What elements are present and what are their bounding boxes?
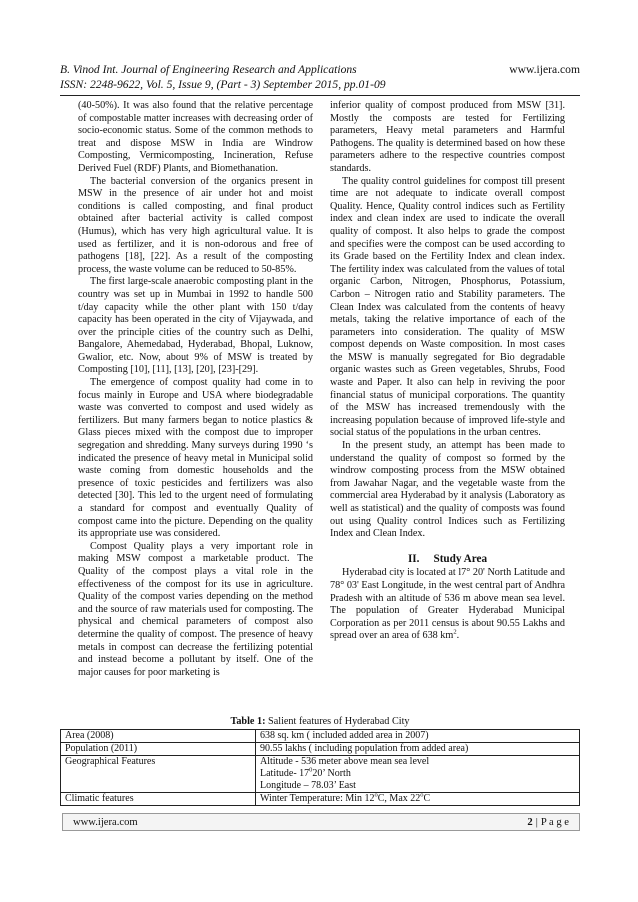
paragraph: (40-50%). It was also found that the relative percentage of compostable matter increases with decreasing order of socio-economic status. Some of the common methods to treat and dispose MSW in India are Windrow Composting, Vermicomposting, Incineration, Refuse Derived Fuel (RDF) Plants, and Biomethanation. [78, 100, 313, 174]
temp-text-mid: C, Max 22 [377, 793, 421, 804]
superscript: o [374, 791, 378, 799]
section-title: Study Area [433, 552, 488, 565]
table-row [61, 730, 580, 743]
paragraph: Compost Quality plays a very important role in making MSW compost a marketable product. The Quality of the compost plays a vital role in the effectiveness of the compost for its use in agriculture. Quality of the compost varies depending on the method and the source of raw materials used for composting. The physical and chemical parameters of compost also determine the quality of compost. The presence of heavy metals in compost can decrease the fertilizing potential and instead become a pollutant by itself. One of the major causes for poor marketing is [78, 540, 313, 678]
footer-website[interactable]: www.ijera.com [73, 816, 138, 828]
paragraph: The bacterial conversion of the organics present in MSW in the presence of air under hot and moist conditions is called composting, and final product obtained after bacterial activity is called compost (Humus), which has very high agricultural value. It is used as fertilizer, and it is non-odorous and free of pathogens [18], [22]. As a result of the composting process, the waste volume can be reduced to 50-85%. [78, 175, 313, 275]
paragraph: The quality control guidelines for compost till present time are not adequate to indicate overall compost Quality. Hence, Quality control indices such as Fertility index and clean index are used to indicate the overall quality of compost. It also helps to grade the compost and specifies were the compost can be used according to its Grade based on the Fertility Index and clean index. The fertility index was calculated from the values of total organic Carbon, Nitrogen, Phosphorus, Potassium, Carbon – Nitrogen ratio and Stability parameters. The Clean Index was calculated from the contents of heavy metals, taking the relative importance of each of the parameters into consideration. The quality of MSW compost depends on Waste composition. In most cases the MSW is manually segregated for Bio degradable organic wastes such as Green vegetables, Shrubs, Food waste and Paper. It also can help in reviving the poor financial status of municipal corporations. The quantity of the MSW has increased tremendously with the increasing population because of improved life-style and social status of the populations in the urban centres. [330, 175, 565, 439]
table-row [61, 756, 580, 793]
salient-features-table [60, 729, 580, 806]
longitude-line: Longitude – 78.03’ East [260, 780, 356, 791]
page-label: P a g e [540, 816, 569, 828]
page-number-value: 2 [527, 816, 533, 828]
table-cell [256, 756, 580, 793]
table-cell [256, 793, 580, 806]
table-cell: Population (2011) [61, 743, 256, 756]
paragraph: The first large-scale anaerobic composting plant in the country was set up in Mumbai in 1992 to handle 500 t/day capacity while the other plant with 150 t/day capacity has been operated in the city of Vijaywada, and over the principle cities of the country such as Delhi, Bangalore, Ahemedabad, Hyderabad, Bhopal, Luknow, Gwalior, etc. Now, about 9% of MSW is treated by Composting [10], [11], [13], [20], [23]-[29]. [78, 276, 313, 376]
table-cell: Climatic features [61, 793, 256, 806]
temp-text: Winter Temperature: Min 12 [260, 793, 375, 804]
left-column [78, 100, 313, 679]
table-block [60, 716, 580, 806]
table-cell: Area (2008) [61, 730, 256, 743]
section-heading [330, 553, 565, 566]
table-caption-label: Table 1: [230, 716, 266, 727]
table-cell: 638 sq. km ( included added area in 2007) [256, 730, 580, 743]
table-cell: Geographical Features [61, 756, 256, 793]
table-cell: 90.55 lakhs ( including population from added area) [256, 743, 580, 756]
paragraph [330, 567, 565, 643]
paragraph: In the present study, an attempt has been made to understand the quality of compost so formed by the windrow composting process from the MSW obtained from Jawahar Nagar, and the vegetable waste from the commercial area Hyderabad by it analysis (Laboratory as well as statistical) and the quality of composts was found out using Quality control Indices such as Fertilizing Index and Clean Index. [330, 440, 565, 540]
running-header [60, 62, 580, 96]
journal-website[interactable]: www.ijera.com [509, 63, 580, 76]
latitude-text-end: 20’ North [312, 768, 351, 779]
separator-bar: | [535, 816, 538, 828]
altitude-line: Altitude - 536 meter above mean sea level [260, 756, 430, 767]
superscript: o [420, 791, 424, 799]
paragraph-end: . [456, 630, 460, 642]
page-footer [62, 813, 580, 831]
right-column [330, 100, 565, 643]
page-number [527, 817, 569, 828]
paragraph-text: Hyderabad city is located at l7° 20' North Latitude and 78° 03' East Longitude, in the west central part of Andhra Pradesh with an altitude of 536 m above mean sea level. The population of Greater Hyderabad Municipal Corporation as per 2011 census is about 90.55 Lakhs and spread over an area of 638 km [330, 567, 565, 642]
latitude-text: Latitude- 17 [260, 768, 310, 779]
temp-text-end: C [423, 793, 431, 804]
latitude-line [260, 768, 575, 780]
issn-line: ISSN: 2248-9622, Vol. 5, Issue 9, (Part - 3) September 2015, pp.01-09 [60, 78, 386, 91]
journal-citation: B. Vinod Int. Journal of Engineering Research and Applications [60, 63, 357, 76]
superscript: 0 [309, 766, 313, 774]
table-row [61, 793, 580, 806]
table-row [61, 743, 580, 756]
section-number: II. [407, 552, 420, 565]
table-caption [60, 716, 580, 728]
paragraph: inferior quality of compost produced from MSW [31]. Mostly the composts are tested for Fertilizing parameters, Heavy metal parameters and Harmful Pathogens. The quality is determined based on how these parameters adhere to the respective countries compost standards. [330, 100, 565, 174]
table-caption-text: Salient features of Hyderabad City [265, 716, 410, 727]
superscript: 2 [453, 628, 457, 636]
paragraph: The emergence of compost quality had come in to focus mainly in Europe and USA where biodegradable waste was converted to compost and used widely as fertilizers. But many farmers began to notice plastics & Glass pieces mixed with the compost due to improper segregation and shredding. Many surveys during 1990 ‘s indicated the presence of heavy metal in Municipal solid waste coming from domestic households and the presence of toxic pesticides and fertilizers was also detected [30]. This led to the urgent need of formulating a standard for compost and eventually Quality of compost came into the picture. Depending on the quality its appropriate use was considered. [78, 377, 313, 540]
